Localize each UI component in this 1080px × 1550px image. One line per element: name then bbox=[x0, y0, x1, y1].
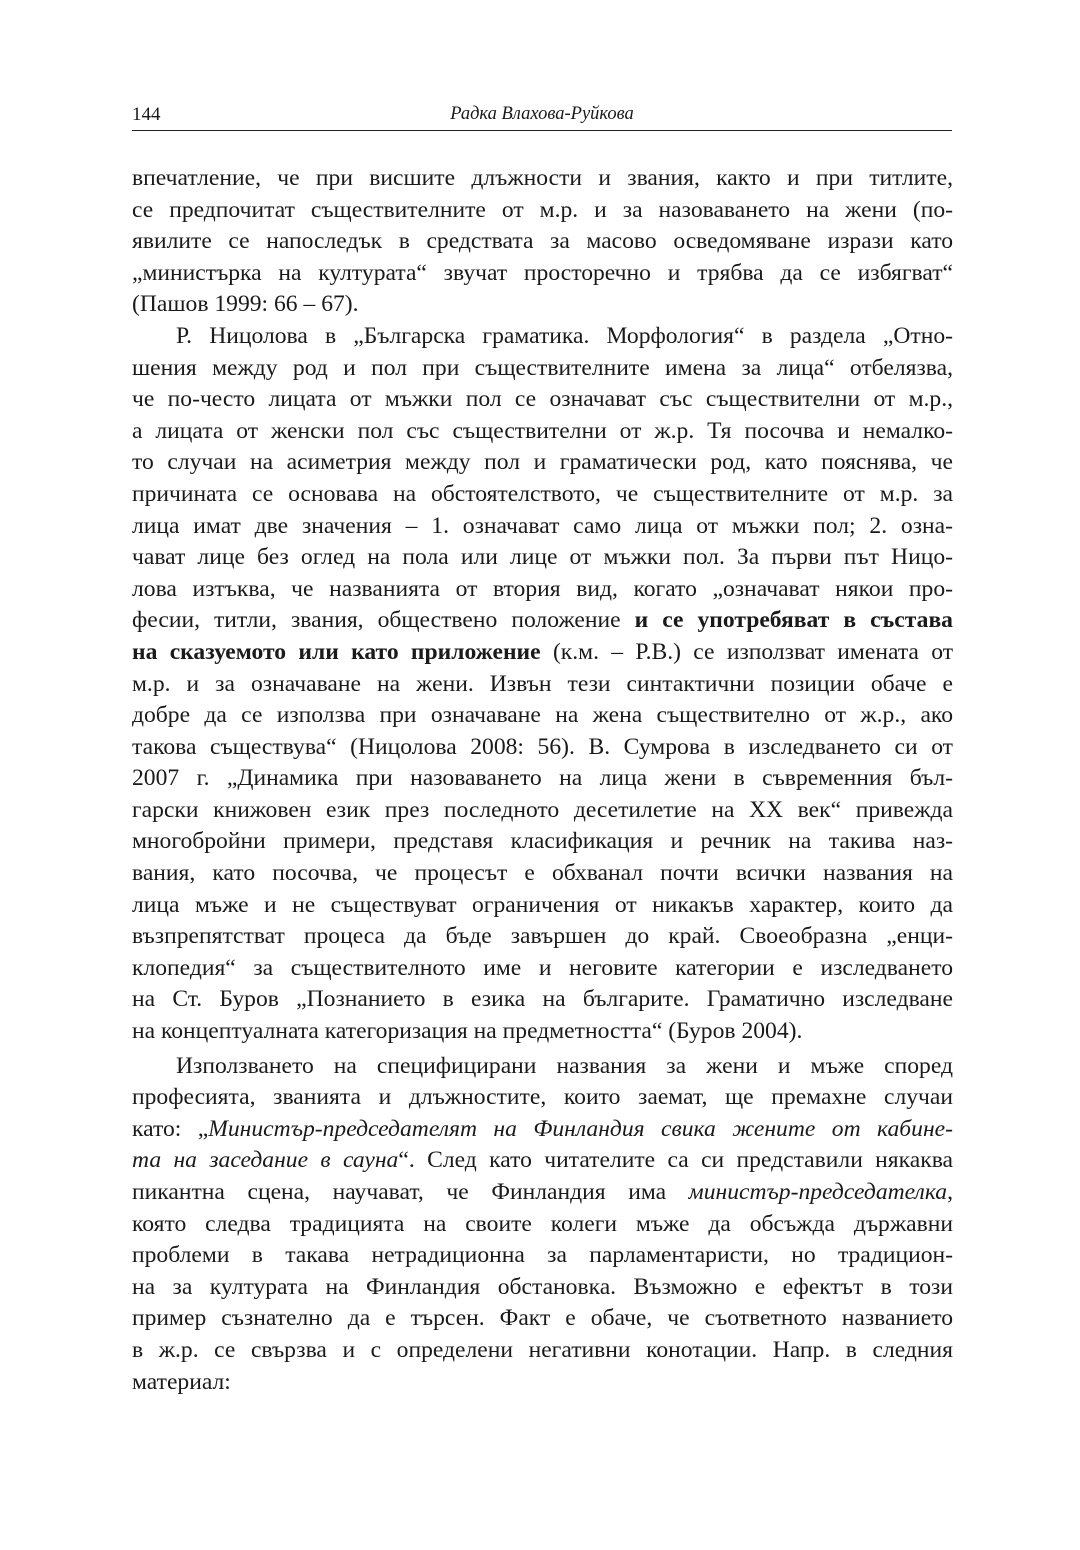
text-run: пикантна сцена, научават, че Финландия има bbox=[132, 1179, 689, 1205]
emphasis-bold: на сказуемото или като приложение bbox=[132, 638, 541, 665]
text-line: проблеми в такава нетрадиционна за парламентаристи, но традицион- bbox=[132, 1242, 953, 1269]
page-header bbox=[132, 104, 952, 131]
text-line: шения между род и пол при съществителните имена за лица“ отбелязва, bbox=[132, 354, 953, 381]
text-line: многобройни примери, представя класификация и речник на такива наз- bbox=[132, 828, 953, 855]
text-line: явилите се напоследък в средствата за масово осведомяване изрази като bbox=[132, 228, 953, 255]
text-line: Р. Ницолова в „Българска граматика. Морфология“ в раздела „Отно- bbox=[176, 322, 953, 349]
paragraph-3 bbox=[132, 1051, 953, 1399]
text-line bbox=[132, 1145, 953, 1177]
text-line: 2007 г. „Динамика при назоваването на лица жени в съвременния бъл- bbox=[132, 765, 953, 792]
text-line: гарски книжовен език през последното десетилетие на ХХ век“ привежда bbox=[132, 796, 953, 823]
text-run: като: „ bbox=[132, 1115, 209, 1142]
text-line: чават лице без оглед на пола или лице от мъжки пол. За първи път Ницо- bbox=[132, 544, 953, 571]
text-line: причината се основава на обстоятелството, че съществителните от м.р. за bbox=[132, 480, 953, 507]
text-line: на концептуалната категоризация на предметността“ (Буров 2004). bbox=[132, 1018, 803, 1045]
page-number: 144 bbox=[132, 104, 161, 125]
text-line: на Ст. Буров „Познанието в езика на българите. Граматично изследване bbox=[132, 986, 953, 1013]
text-line: професията, званията и длъжностите, които заемат, ще премахне случаи bbox=[132, 1084, 953, 1111]
running-head-author: Радка Влахова-Руйкова bbox=[450, 104, 634, 124]
text-line: възпрепятстват процеса да бъде завършен до край. Своеобразна „енци- bbox=[132, 923, 953, 950]
text-line: (Пашов 1999: 66 – 67). bbox=[132, 291, 359, 318]
text-line: добре да се използва при означаване на жена съществително от ж.р., ако bbox=[132, 702, 953, 729]
text-line: на за културата на Финландия обстановка. Възможно е ефектът в този bbox=[132, 1273, 953, 1300]
emphasis-italic: Министър-председателят на Финландия свика жените от кабине- bbox=[208, 1115, 953, 1142]
text-run: (к.м. – Р.В.) се използват имената от bbox=[540, 638, 954, 665]
text-line: м.р. и за означаване на жени. Извън тези синтактични позиции обаче е bbox=[132, 670, 953, 697]
text-line bbox=[132, 1177, 953, 1209]
text-line: клопедия“ за съществителното име и неговите категории е изследването bbox=[132, 954, 953, 981]
text-line: лица имат две значения – 1. означават само лица от мъжки пол; 2. озна- bbox=[132, 512, 953, 539]
body-text bbox=[132, 163, 953, 1398]
text-line: а лицата от женски пол със съществителни от ж.р. Тя посочва и немалко- bbox=[132, 417, 953, 444]
paragraph-1 bbox=[132, 163, 953, 321]
text-line: лова изтъква, че названията от втория вид, когато „означават някои про- bbox=[132, 575, 953, 602]
text-line: „министърка на културата“ звучат простоpечно и трябва да се избягват“ bbox=[132, 259, 953, 286]
text-line: че по-често лицата от мъжки пол се означават със съществителни от м.р., bbox=[132, 386, 953, 413]
text-line: материал: bbox=[132, 1368, 231, 1395]
text-line bbox=[132, 605, 953, 637]
text-line: Използването на специфицирани названия за жени и мъже според bbox=[176, 1052, 953, 1079]
emphasis-bold: и се употребяват в състава bbox=[634, 607, 953, 634]
text-line: такова съществува“ (Ницолова 2008: 56). В. Сумрова в изследването си от bbox=[132, 733, 953, 760]
text-line: която следва традицията на своите колеги мъже да обсъжда държавни bbox=[132, 1210, 953, 1237]
paragraph-2 bbox=[132, 321, 953, 1048]
text-line: се предпочитат съществителните от м.р. и за назоваването на жени (по- bbox=[132, 196, 953, 223]
emphasis-italic: та на заседание в сауна bbox=[132, 1147, 399, 1174]
text-run: , bbox=[947, 1179, 953, 1205]
text-run: фесии, титли, звания, обществено положение bbox=[132, 607, 635, 634]
text-line: вания, като посочва, че процесът е обхванал почти всички названия на bbox=[132, 860, 953, 887]
text-line: пример съзнателно да е търсен. Факт е обаче, че съответното названието bbox=[132, 1305, 953, 1332]
text-line: впечатление, че при висшите длъжности и звания, както и при титлите, bbox=[132, 165, 953, 191]
text-run: “. След като читателите са си представили някаква bbox=[398, 1147, 953, 1174]
text-line bbox=[132, 1114, 953, 1146]
text-line: лица мъже и не съществуват ограничения от никакъв характер, които да bbox=[132, 891, 953, 918]
emphasis-italic: министър-председателка bbox=[688, 1179, 948, 1205]
text-line: в ж.р. се свързва и с определени негативни конотации. Напр. в следния bbox=[132, 1336, 953, 1363]
text-line: то случаи на асиметрия между пол и граматически род, като пояснява, че bbox=[132, 449, 953, 476]
text-line bbox=[132, 637, 953, 669]
